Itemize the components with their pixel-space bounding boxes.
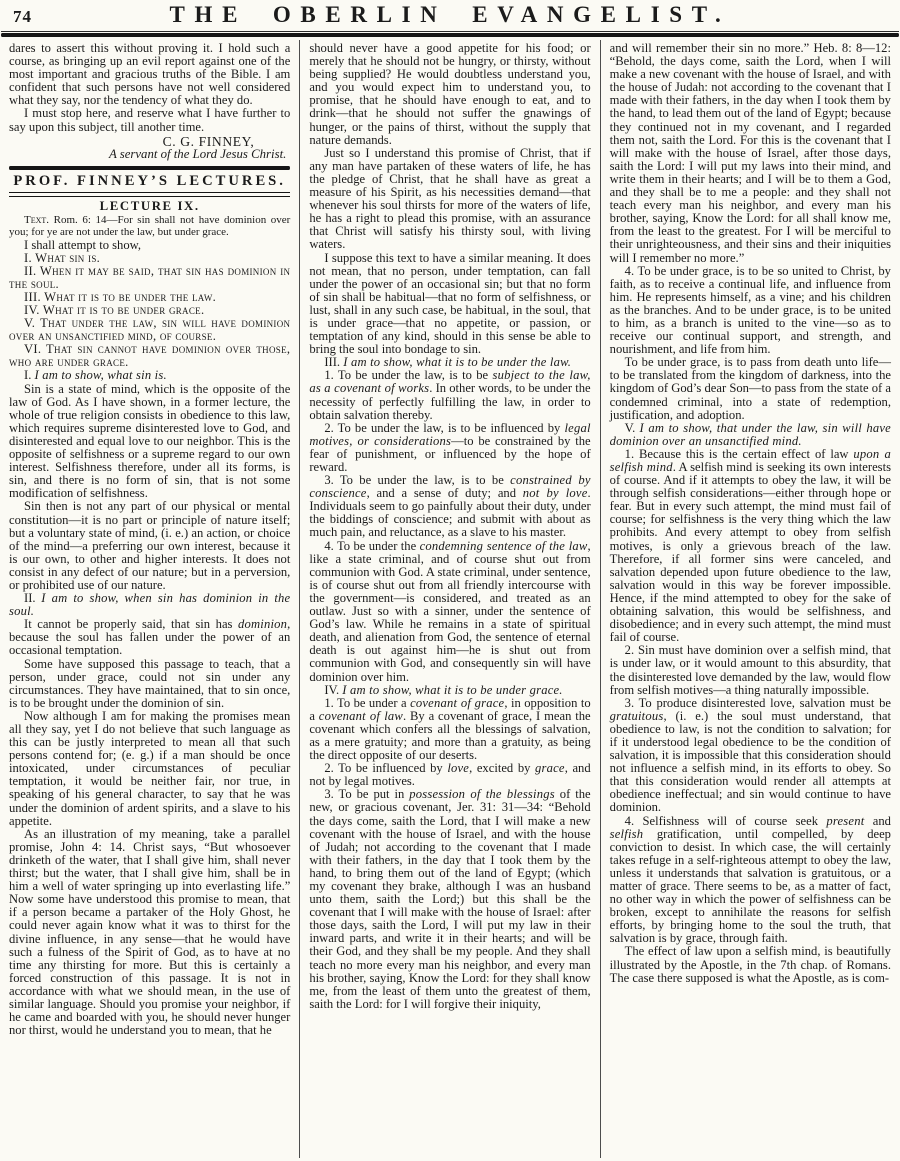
paragraph: 2. To be under the law, is to be influenced by legal motives, or considerations—to be constrained by the fear of punishment, or influenced by the hope of reward. (309, 420, 591, 474)
paragraph: 3. To be put in possession of the blessings of the new, or gracious covenant, Jer. 31: 31—34: “Behold the days come, saith the Lord, that I will make a new covenant with the house of Israel, and with the house of Judah; not according to the covenant that I made with their fathers, in the day that I took them by the hand, to bring them out of the land of Egypt; (which my covenant they brake, although I was an husband unto them, saith the Lord;) but this shall be the covenant that I will make with the house of Israel: after those days, saith the Lord, I will put my law in their inward parts, and write it in their hearts; and will be their God, and they shall be my people. And they shall teach no more every man his neighbor, and every man his brother, saying, Know the Lord: for they shall know me, from the least of them unto the greatest of them, saith the Lord: for I will forgive their iniquity, (309, 787, 591, 1011)
paragraph: 4. To be under the condemning sentence of the law, like a state criminal, and of course shut out from communion with God. A state criminal, under sentence, is of course shut out from all friendly intercourse with the government—is considered, and treated as an outlaw. Just so with a sinner, under the sentence of God’s law. While he remains in a state of spiritual death, and alienation from God, the sentence of eternal death is out against him—he is shut out from communion with God, and consequently sin will have dominion over him. (309, 538, 591, 684)
paragraph: 4. Selfishness will of course seek present and selfish gratification, until compelled, by deep conviction to desist. In which case, the will certainly takes refuge in a self-righteous attempt to obey the law, unless it understands that salvation is gratuitous, or a matter of grace. There seems to be, as a matter of fact, no other way in which the power of selfishness can be broken, except to annihilate the reasons for selfish efforts, by bringing home to the soul the truth, that salvation is by grace, through faith. (609, 813, 891, 946)
page-number: 74 (13, 7, 32, 26)
paragraph: II. I am to show, when sin has dominion in the soul. (9, 591, 291, 619)
paragraph: To be under grace, is to pass from death unto life—to be translated from the kingdom of darkness, into the kingdom of God’s dear Son—to pass from the state of a condemned criminal, into a state of redemption, justification, and adoption. (609, 355, 891, 422)
outline-item: V. That under the law, sin will have dominion over an unsanctified mind, of course. (9, 316, 291, 344)
paragraph: Just so I understand this promise of Christ, that if any man have partaken of these waters of life, he has the pledge of Christ, that he shall have as great a measure of his Spirit, as his necessities demand—that whenever his soul thirsts for more of the waters of life, he has a right to plead this promise, with an assurance that Christ will satisfy his thirsty soul, with living waters. (309, 145, 591, 252)
paragraph: V. I am to show, that under the law, sin will have dominion over an unsanctified mind. (609, 420, 891, 448)
paragraph: As an illustration of my meaning, take a parallel promise, John 4: 14. Christ says, “But whosoever drinketh of the water, that I shall give him, shall never thirst; but the water, that I shall give him, shall be in him a well of water springing up into everlasting life.” Now some have understood this promise to mean, that if a person became a partaker of the Holy Ghost, he could never again know what it was to thirst for the divine influence, in any sense—that he would have such a fulness of the Spirit of God, as to have at no time any thirsting for more. But this is certainly a forced construction of this passage. It is not in accordance with what we should mean, in the use of similar language. Should you promise your neighbor, if he came and boarded with you, he should never hunger nor thirst, would he understand you to mean, that he (9, 826, 291, 1038)
paragraph: Now although I am for making the promises mean all they say, yet I do not believe that such language as this can be justly interpreted to mean all that such persons contend for; (e. g.) if a man should be once intoxicated, under circumstances of peculiar temptation, it would be neither fair, nor true, in speaking of his general character, to say that he was under the dominion of ardent spirits, and a slave to his appetite. (9, 708, 291, 828)
outline-item: I. What sin is. (24, 250, 101, 265)
paragraph: The effect of law upon a selfish mind, is beautifully illustrated by the Apostle, in the 7th chap. of Romans. The case there supposed is what the Apostle, as is com- (609, 944, 891, 985)
paragraph: and will remember their sin no more.” Heb. 8: 8—12: “Behold, the days come, saith the Lord, when I will make a new covenant with the house of Israel, and with the house of Judah: not according to the covenant that I made with their fathers, in the day when I took them by the hand, to lead them out of the land of Egypt; because they continued not in my covenant, and I regarded them not, saith the Lord. For this is the covenant that I will make with the house of Israel, after those days, saith the Lord: I will put my laws into their mind, and write them in their hearts; and I will be to them a God, and they shall be to me a people: and they shall not teach every man his neighbor, and every man his brother, saying, Know the Lord: for all shall know me, from the least to the greatest. For I will be merciful to their unrighteousness, and their sins and their iniquities will I remember no more.” (609, 41, 891, 265)
paragraph: IV. I am to show, what it is to be under grace. (324, 682, 563, 697)
column-2 (300, 40, 599, 1158)
signature-role: A servant of the Lord Jesus Christ. (108, 146, 287, 161)
paragraph: I. I am to show, what sin is. (24, 368, 167, 383)
divider-rule (9, 192, 290, 197)
paragraph: I shall attempt to show, (24, 237, 142, 252)
paragraph: should never have a good appetite for his food; or merely that he should not be hungry, or thirsty, without being supplied? He would doubtless understand you, and you would expect him to understand you, to promise, that he should have enough to eat, and to drink—that he should not suffer the gnawings of hunger, or the pains of thirst, without the supply that nature demands. (309, 41, 591, 147)
column-3 (601, 40, 900, 1158)
paragraph: 2. Sin must have dominion over a selfish mind, that is under law, or it would amount to this absurdity, that the disinterested love demanded by the law, would flow from selfish motives—a thing naturally impossible. (609, 643, 891, 697)
outline-item: II. When it may be said, that sin has dominion in the soul. (9, 263, 291, 291)
paragraph: dares to assert this without proving it. I hold such a course, as bringing up an evil report against one of the most important and gracious truths of the Bible. I am confident that such persons have not well considered what they say, nor the tendency of what they do. (9, 41, 291, 108)
paragraph: I suppose this text to have a similar meaning. It does not mean, that no person, under temptation, can fall under the power of an occasional sin; but that no form of sin shall be habitual—that no form of selfishness, or lust, shall in any such case, be habitual, in the soul, that is under grace—that no appetite, or passion, or temptation of any kind, should in this sense be able to bring the soul into bondage to sin. (309, 250, 591, 357)
signature: C. G. FINNEY, (162, 133, 255, 149)
paragraph: I must stop here, and reserve what I have further to say upon this subject, till another time. (9, 106, 291, 134)
column-1 (0, 40, 299, 1158)
header-rule-thick (1, 33, 899, 37)
paragraph: It cannot be properly said, that sin has dominion, because the soul has fallen under the power of an occasional temptation. (9, 617, 291, 658)
outline-item: IV. What it is to be under grace. (24, 303, 205, 317)
paragraph: 1. To be under the law, is to be subject to the law, as a covenant of works. In other words, to be under the necessity of perfectly fulfilling the law, in order to obtain salvation thereby. (309, 368, 591, 422)
paragraph: 3. To be under the law, is to be constrained by conscience, and a sense of duty; and not by love. Individuals seem to go painfully about their duty, under the biddings of conscience; and submit with about as much pain, and reluctance, as a slave to his master. (309, 473, 591, 540)
paragraph: 3. To produce disinterested love, salvation must be gratuitous, (i. e.) the soul must understand, that obedience to law, is not the condition to salvation; for if it understood legal obedience to be the condition of salvation, it is impossible that this consideration should not influence a selfish mind, in its efforts to obey. So that this consideration would render all attempts at obedience ineffectual; and sin would continue to have dominion. (609, 695, 891, 815)
columns-container (0, 40, 900, 1158)
outline-item: III. What it is to be under the law. (24, 289, 217, 304)
paragraph: 2. To be influenced by love, excited by grace, and not by legal motives. (309, 761, 591, 789)
paragraph: 1. To be under a covenant of grace, in opposition to a covenant of law. By a covenant of grace, I mean the covenant which confers all the blessings of salvation, as a mere gratuity; and more than a gratuity, as being the direct opposite of our deserts. (309, 695, 591, 763)
paragraph: Some have supposed this passage to teach, that a person, under grace, could not sin under any circumstances. They have maintained, that to sin once, is to be brought under the dominion of sin. (9, 656, 291, 710)
header-rule-thin (1, 31, 899, 32)
masthead (0, 0, 900, 31)
paragraph: III. I am to show, what it is to be under the law. (324, 355, 572, 370)
masthead-title: THE OBERLIN EVANGELIST. (169, 2, 731, 27)
paragraph: 1. Because this is the certain effect of law upon a selfish mind. A selfish mind is seeking its own interests of course. And if it attempts to obey the law, it will be through selfish considerations—either through hope or fear. But in every such attempt, the mind must fail of course; for selfishness is the very thing which the law prohibits. And every attempt to obey from selfish motives, is only a grievous breach of the law. Therefore, if all former sins were canceled, and salvation depended upon future obedience to the law, salvation would in this way be forever impossible. Hence, if the mind attempted to obey for the sake of obtaining salvation, this would be selfishness, and disobedience; and in every such attempt, the mind must fail of course. (609, 446, 891, 645)
paragraph: Sin is a state of mind, which is the opposite of the law of God. As I have shown, in a former lecture, the whole of true religion consists in obedience to this law, which requires supreme disinterested love to God, and disinterested and equal love to our neighbor. This is the opposite of selfishness or a supreme regard to our own interest. Selfishness therefore, under all its forms, is sin, and there is no form of sin, that is not some modification of selfishness. (9, 381, 291, 501)
paragraph: Sin then is not any part of our physical or mental constitution—it is no part or principle of nature itself; but a voluntary state of mind, (i. e.) an action, or choice of the mind—a preferring our own interest, because it is our own, to other and higher interests. It does not consist in any defect of our nature; but in a perversion, or prohibited use of our nature. (9, 499, 291, 592)
lecture-heading: LECTURE IX. (99, 198, 200, 213)
scripture-text: Text. Rom. 6: 14—For sin shall not have dominion over you; for ye are not under the law, but under grace. (9, 213, 291, 238)
paragraph: 4. To be under grace, is to be so united to Christ, by faith, as to receive a continual life, and influence from him. He represents himself, as a vine; and his children as the branches. And to be under grace, is to be united to him, as a branch is united to the vine—so as to receive our continual support, and strength, and nourishment, and life from him. (609, 263, 891, 357)
section-heading (9, 166, 290, 197)
outline-item: VI. That sin cannot have dominion over those, who are under grace. (9, 342, 291, 370)
section-heading-text: PROF. FINNEY’S LECTURES. (13, 172, 286, 189)
